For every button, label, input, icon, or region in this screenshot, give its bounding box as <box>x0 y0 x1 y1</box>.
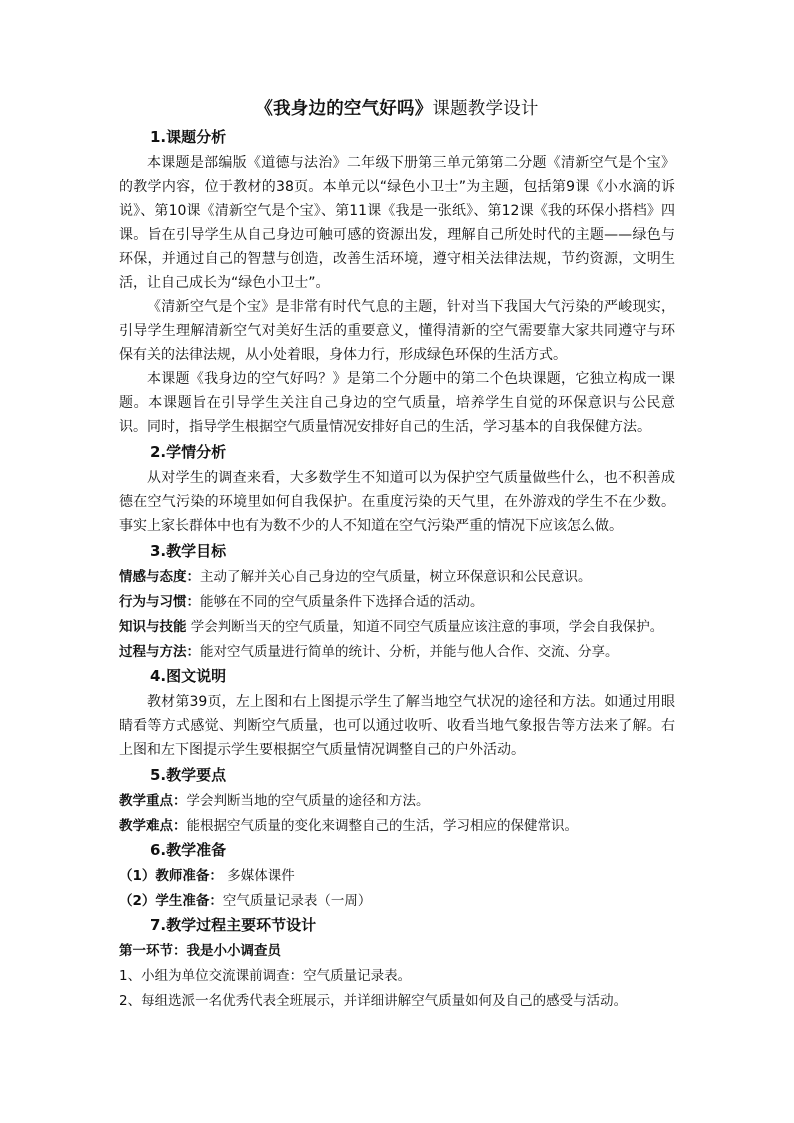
keypoint-label: 教学难点： <box>119 818 187 834</box>
title-rest: 课题教学设计 <box>432 99 539 119</box>
section-heading-analysis: 1.课题分析 <box>150 128 227 146</box>
goal-item <box>119 565 675 590</box>
preparation-text: 多媒体课件 <box>222 868 295 884</box>
goal-label: 过程与方法： <box>119 644 200 660</box>
goal-item <box>119 615 675 640</box>
section-heading-illustration: 4.图文说明 <box>150 667 227 685</box>
paragraph: 本课题是部编版《道德与法治》二年级下册第三单元第第二分题《清新空气是个宝》的教学内容，位于教材的38页。本单元以“绿色小卫士”为主题，包括第9课《小水滴的诉说》、第10课《清新空气是个宝》、第11课《我是一张纸》、第12课《我的环保小搭档》四课。旨在引导学生从自己身边可触可感的资源出发，理解自己所处时代的主题——绿色与环保，并通过自己的智慧与创造，改善生活环境，遵守相关法律法规，节约资源，文明生活，让自己成长为“绿色小卫士”。 <box>119 155 675 291</box>
paragraph: 《清新空气是个宝》是非常有时代气息的主题，针对当下我国大气污染的严峻现实，引导学生理解清新空气对美好生活的重要意义，懂得清新的空气需要靠大家共同遵守与环保有关的法律法规，从小处着眼，身体力行，形成绿色环保的生活方式。 <box>119 299 675 363</box>
keypoint-item <box>119 789 675 814</box>
keypoint-label: 教学重点： <box>119 793 187 809</box>
preparation-text: 空气质量记录表（一周） <box>222 893 372 909</box>
goal-item <box>119 640 675 665</box>
preparation-label: （2）学生准备： <box>119 893 223 909</box>
goal-text: 能对空气质量进行简单的统计、分析，并能与他人合作、交流、分享。 <box>200 644 619 660</box>
goal-label: 情感与态度： <box>119 569 200 585</box>
title-main: 《我身边的空气好吗》 <box>255 99 433 119</box>
section-heading-preparation: 6.教学准备 <box>150 841 227 859</box>
paragraph: 从对学生的调查来看，大多数学生不知道可以为保护空气质量做些什么，也不积善成德在空气污染的环境里如何自我保护。在重度污染的天气里，在外游戏的学生不在少数。事实上家长群体中也有为数不少的人不知道在空气污染严重的情况下应该怎么做。 <box>119 470 675 534</box>
section-heading-process: 7.教学过程主要环节设计 <box>150 916 317 934</box>
step-title: 第一环节：我是小小调查员 <box>119 943 281 959</box>
section-heading-goals: 3.教学目标 <box>150 542 227 560</box>
keypoint-item <box>119 814 675 839</box>
section-heading-keypoints: 5.教学要点 <box>150 766 227 784</box>
keypoint-text: 能根据空气质量的变化来调整自己的生活，学习相应的保健常识。 <box>186 818 578 834</box>
paragraph: 教材第39页，左上图和右上图提示学生了解当地空气状况的途径和方法。如通过用眼睛看等方式感觉、判断空气质量，也可以通过收听、收看当地气象报告等方法来了解。右上图和左下图提示学生要根据空气质量情况调整自己的户外活动。 <box>119 694 675 758</box>
step-line: 2、每组选派一名优秀代表全班展示，并详细讲解空气质量如何及自己的感受与活动。 <box>119 993 628 1009</box>
step-line: 1、小组为单位交流课前调查：空气质量记录表。 <box>119 968 412 984</box>
keypoint-text: 学会判断当地的空气质量的途径和方法。 <box>186 793 430 809</box>
preparation-item <box>119 889 675 914</box>
document-body <box>119 96 675 1014</box>
preparation-label: （1）教师准备： <box>119 868 223 884</box>
goal-text: 能够在不同的空气质量条件下选择合适的活动。 <box>200 594 484 610</box>
preparation-item <box>119 864 675 889</box>
goal-text: 学会判断当天的空气质量，知道不同空气质量应该注意的事项，学会自我保护。 <box>186 619 664 635</box>
paragraph: 本课题《我身边的空气好吗？》是第二个分题中的第二个色块课题，它独立构成一课题。本课题旨在引导学生关注自己身边的空气质量，培养学生自觉的环保意识与公民意识。同时，指导学生根据空气质量情况安排好自己的生活，学习基本的自我保健方法。 <box>119 371 675 435</box>
goal-item <box>119 590 675 615</box>
goal-text: 主动了解并关心自己身边的空气质量，树立环保意识和公民意识。 <box>200 569 592 585</box>
goal-label: 知识与技能 <box>119 619 187 635</box>
section-heading-learner: 2.学情分析 <box>150 443 227 461</box>
goal-label: 行为与习惯： <box>119 594 200 610</box>
document-title <box>119 96 675 122</box>
